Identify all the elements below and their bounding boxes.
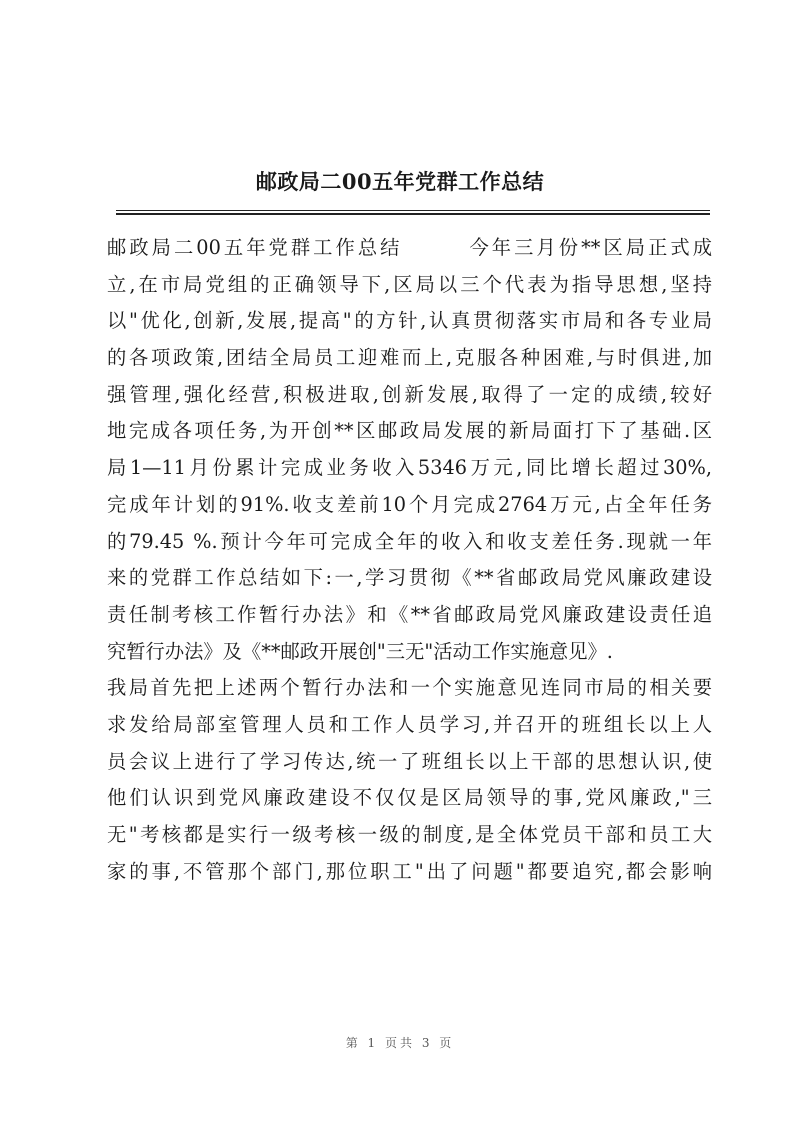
body-line: 无"考核都是实行一级考核一级的制度,是全体党员干部和员工大 — [107, 823, 712, 846]
body-line: 究暂行办法》及《**邮政开展创"三无"活动工作实施意见》. — [107, 639, 613, 663]
body-line: 员会议上进行了学习传达,统一了班组长以上干部的思想认识,使 — [107, 749, 712, 773]
body-line: 他们认识到党风廉政建设不仅仅是区局领导的事,党风廉政,"三 — [107, 786, 712, 810]
page-number: 第 1 页共 3 页 — [345, 1036, 455, 1050]
body-line: 完成年计划的91%.收支差前10个月完成2764万元,占全年任务 — [107, 492, 712, 516]
body-line: 责任制考核工作暂行办法》和《**省邮政局党风廉政建设责任追 — [107, 602, 712, 626]
body-line: 我局首先把上述两个暂行办法和一个实施意见连同市局的相关要 — [107, 676, 712, 700]
title-divider — [116, 210, 710, 215]
document-body — [107, 230, 712, 890]
body-line: 的79.45 %.预计今年可完成全年的收入和收支差任务.现就一年 — [107, 529, 712, 553]
document-title: 邮政局二00五年党群工作总结 — [255, 169, 545, 194]
body-line: 求发给局部室管理人员和工作人员学习,并召开的班组长以上人 — [107, 712, 712, 736]
body-line: 家的事,不管那个部门,那位职工"出了问题"都要追究,都会影响 — [107, 859, 712, 883]
body-line: 的各项政策,团结全局员工迎难而上,克服各种困难,与时俱进,加 — [107, 346, 712, 370]
body-line: 局1—11月份累计完成业务收入5346万元,同比增长超过30%, — [107, 456, 712, 480]
body-line: 邮政局二00五年党群工作总结 今年三月份**区局正式成 — [107, 236, 712, 259]
body-line: 以"优化,创新,发展,提高"的方针,认真贯彻落实市局和各专业局 — [107, 309, 712, 333]
body-line: 地完成各项任务,为开创**区邮政局发展的新局面打下了基础.区 — [107, 419, 712, 443]
body-line: 立,在市局党组的正确领导下,区局以三个代表为指导思想,坚持 — [107, 272, 712, 296]
body-line: 来的党群工作总结如下:一,学习贯彻《**省邮政局党风廉政建设 — [107, 566, 712, 590]
body-line: 强管理,强化经营,积极进取,创新发展,取得了一定的成绩,较好 — [107, 382, 712, 406]
